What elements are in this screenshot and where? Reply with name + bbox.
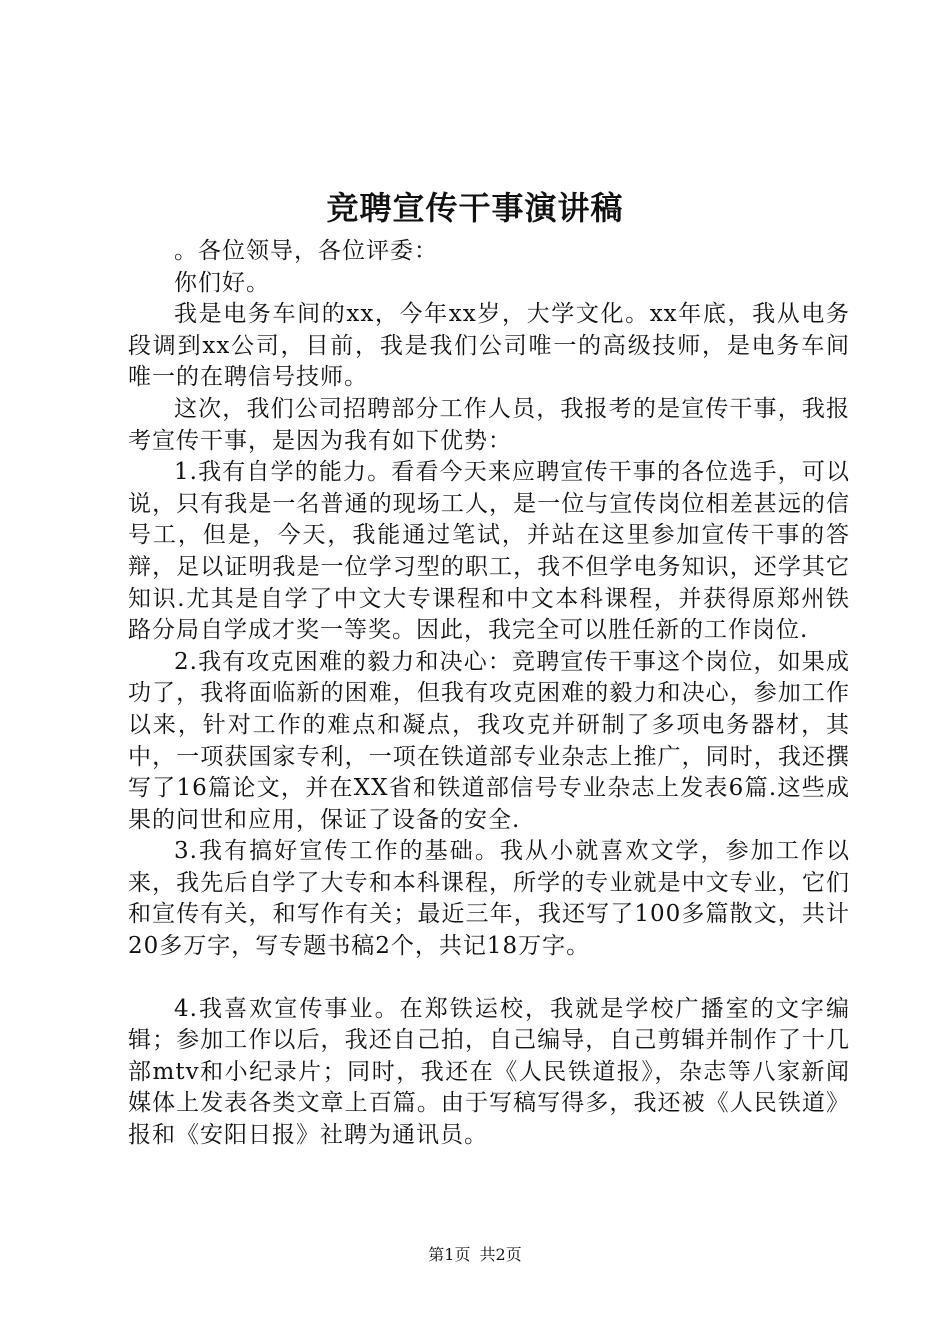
greeting-paragraph: 你们好。 bbox=[174, 269, 270, 296]
advantage-4-paragraph: 4.我喜欢宣传事业。在郑铁运校，我就是学校广播室的文字编辑；参加工作以后，我还自己拍，自己编导，自己剪辑并制作了十几部mtv和小纪录片；同时，我还在《人民铁道报》，杂志等八家新闻媒体上发表各类文章上百篇。由于写稿写得多，我还被《人民铁道》报和《安阳日报》社聘为通讯员。 bbox=[128, 995, 850, 1149]
salutation-paragraph: 。各位领导，各位评委： bbox=[174, 238, 438, 264]
intro-paragraph: 我是电务车间的xx，今年xx岁，大学文化。xx年底，我从电务段调到xx公司，目前，我是我们公司唯一的高级技师，是电务车间唯一的在聘信号技师。 bbox=[128, 301, 850, 391]
reason-paragraph: 这次，我们公司招聘部分工作人员，我报考的是宣传干事，我报考宣传干事，是因为我有如下优势： bbox=[128, 395, 850, 454]
advantage-3-paragraph: 3.我有搞好宣传工作的基础。我从小就喜欢文学，参加工作以来，我先后自学了大专和本科课程，所学的专业就是中文专业，它们和宣传有关，和写作有关；最近三年，我还写了100多篇散文，共计20多万字，写专题书稿2个，共记18万字。 bbox=[128, 838, 850, 960]
document-title: 竞聘宣传干事演讲稿 bbox=[326, 189, 624, 227]
page-number: 第1页 bbox=[428, 1245, 471, 1264]
advantage-1-paragraph: 1.我有自学的能力。看看今天来应聘宣传干事的各位选手，可以说，只有我是一名普通的现场工人，是一位与宣传岗位相差甚远的信号工，但是，今天，我能通过笔试，并站在这里参加宣传干事的答辩，足以证明我是一位学习型的职工，我不但学电务知识，还学其它知识.尤其是自学了中文大专课程和中文本科课程，并获得原郑州铁路分局自学成才奖一等奖。因此，我完全可以胜任新的工作岗位. bbox=[128, 459, 850, 644]
page-footer bbox=[0, 1244, 950, 1266]
document-body bbox=[128, 236, 850, 1152]
page-total: 共2页 bbox=[479, 1245, 522, 1264]
advantage-2-paragraph: 2.我有攻克困难的毅力和决心：竞聘宣传干事这个岗位，如果成功了，我将面临新的困难，但我有攻克困难的毅力和决心，参加工作以来，针对工作的难点和凝点，我攻克并研制了多项电务器材，其中，一项获国家专利，一项在铁道部专业杂志上推广，同时，我还撰写了16篇论文，并在XX省和铁道部信号专业杂志上发表6篇.这些成果的问世和应用，保证了设备的安全. bbox=[128, 648, 850, 833]
